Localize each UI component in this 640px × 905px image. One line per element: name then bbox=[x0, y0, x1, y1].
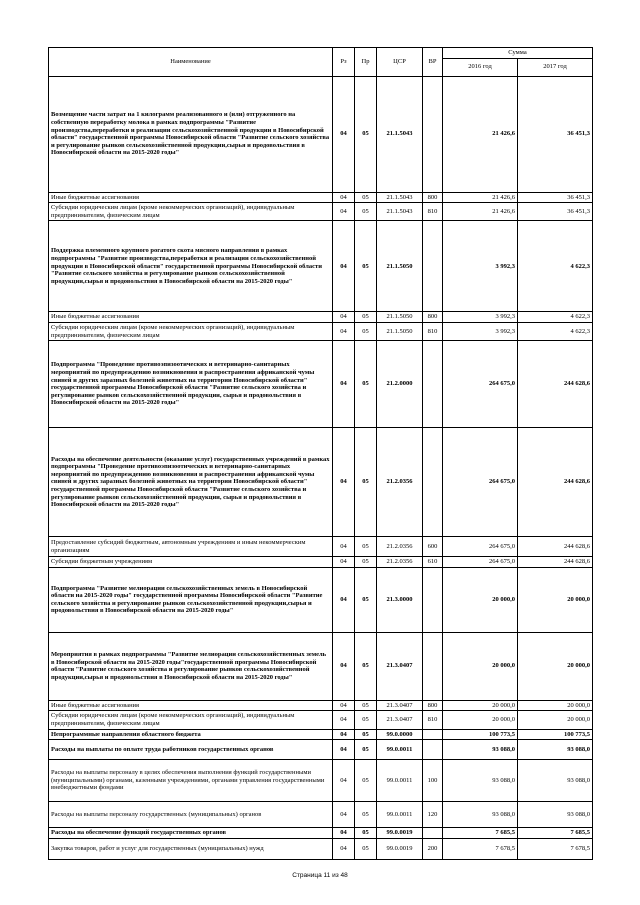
cell-rz: 04 bbox=[333, 729, 355, 740]
cell-rz: 04 bbox=[333, 312, 355, 323]
cell-name: Поддержка племенного крупного рогатого скота мясного направления в рамках подпрограммы "Развитие производства,переработки и реализации сельскохозяйственной продукции в Новосибирской области" государственной программы Новосибирской области "Развитие сельского хозяйства и регулирование рынков сельскохозяйственной продукции,сырья и продовольствия в Новосибирской области на 2015-2020 годы" bbox=[49, 221, 333, 312]
cell-rz: 04 bbox=[333, 221, 355, 312]
header-row-1 bbox=[49, 48, 593, 59]
cell-csr: 21.2.0356 bbox=[377, 537, 423, 557]
cell-y2016: 264 675,0 bbox=[443, 537, 518, 557]
cell-y2017: 7 678,5 bbox=[518, 839, 593, 860]
cell-y2017: 20 000,0 bbox=[518, 711, 593, 729]
cell-name: Субсидии юридическим лицам (кроме некоммерческих организаций), индивидуальным предпринимателям, физическим лицам bbox=[49, 203, 333, 221]
cell-y2016: 20 000,0 bbox=[443, 700, 518, 711]
cell-y2016: 3 992,3 bbox=[443, 322, 518, 340]
cell-y2016: 93 088,0 bbox=[443, 760, 518, 802]
table-row bbox=[49, 828, 593, 839]
cell-vr: 800 bbox=[423, 700, 443, 711]
cell-vr: 610 bbox=[423, 557, 443, 568]
cell-y2016: 21 426,6 bbox=[443, 76, 518, 192]
cell-pr: 05 bbox=[355, 537, 377, 557]
cell-vr bbox=[423, 76, 443, 192]
cell-csr: 21.1.5050 bbox=[377, 312, 423, 323]
cell-vr bbox=[423, 740, 443, 760]
cell-csr: 99.0.0011 bbox=[377, 740, 423, 760]
cell-rz: 04 bbox=[333, 428, 355, 537]
cell-name: Подпрограмма "Развитие мелиорации сельскохозяйственных земель в Новосибирской области на 2015-2020 годы" государственной программы Новосибирской области "Развитие сельского хозяйства и регулирование рынков сельскохозяйственной продукции,сырья и продовольствия в Новосибирской области на 2015-2020 годы" bbox=[49, 567, 333, 632]
table-row bbox=[49, 537, 593, 557]
cell-rz: 04 bbox=[333, 203, 355, 221]
cell-y2017: 7 685,5 bbox=[518, 828, 593, 839]
cell-y2016: 7 685,5 bbox=[443, 828, 518, 839]
table-body bbox=[49, 76, 593, 860]
cell-pr: 05 bbox=[355, 76, 377, 192]
cell-vr: 200 bbox=[423, 839, 443, 860]
cell-name: Расходы на выплаты персоналу в целях обеспечения выполнения функций государственными (муниципальными) органами, казенными учреждениями, органами управления государственными внебюджетными фондами bbox=[49, 760, 333, 802]
header-csr: ЦСР bbox=[377, 48, 423, 77]
cell-pr: 05 bbox=[355, 557, 377, 568]
cell-rz: 04 bbox=[333, 740, 355, 760]
cell-name: Подпрограмма "Проведение противоэпизоотических и ветеринарно-санитарных мероприятий по предупреждению возникновения и распространения африканской чумы свиней и других заразных болезней животных на территории Новосибирской области" государственной программы Новосибирской области "Развитие сельского хозяйства и регулирование рынков сельскохозяйственной продукции, сырья и продовольствия в Новосибирской области на 2015-2020 годы" bbox=[49, 341, 333, 428]
cell-rz: 04 bbox=[333, 76, 355, 192]
cell-rz: 04 bbox=[333, 711, 355, 729]
cell-rz: 04 bbox=[333, 567, 355, 632]
table-row bbox=[49, 192, 593, 203]
cell-y2017: 20 000,0 bbox=[518, 632, 593, 700]
table-row bbox=[49, 632, 593, 700]
cell-csr: 99.0.0019 bbox=[377, 828, 423, 839]
cell-vr: 100 bbox=[423, 760, 443, 802]
cell-rz: 04 bbox=[333, 839, 355, 860]
cell-csr: 21.3.0407 bbox=[377, 711, 423, 729]
cell-vr bbox=[423, 632, 443, 700]
cell-y2017: 244 628,6 bbox=[518, 428, 593, 537]
cell-vr bbox=[423, 729, 443, 740]
cell-vr bbox=[423, 221, 443, 312]
cell-pr: 05 bbox=[355, 221, 377, 312]
cell-y2017: 244 628,6 bbox=[518, 341, 593, 428]
cell-y2016: 21 426,6 bbox=[443, 192, 518, 203]
cell-pr: 05 bbox=[355, 312, 377, 323]
cell-pr: 05 bbox=[355, 341, 377, 428]
cell-csr: 21.1.5050 bbox=[377, 322, 423, 340]
cell-y2016: 7 678,5 bbox=[443, 839, 518, 860]
cell-rz: 04 bbox=[333, 760, 355, 802]
cell-csr: 21.3.0407 bbox=[377, 632, 423, 700]
cell-vr: 810 bbox=[423, 711, 443, 729]
cell-rz: 04 bbox=[333, 557, 355, 568]
cell-pr: 05 bbox=[355, 322, 377, 340]
cell-pr: 05 bbox=[355, 839, 377, 860]
cell-pr: 05 bbox=[355, 760, 377, 802]
cell-csr: 99.0.0011 bbox=[377, 760, 423, 802]
cell-vr: 600 bbox=[423, 537, 443, 557]
cell-csr: 21.2.0356 bbox=[377, 428, 423, 537]
cell-csr: 21.1.5050 bbox=[377, 221, 423, 312]
cell-csr: 99.0.0019 bbox=[377, 839, 423, 860]
table-row bbox=[49, 567, 593, 632]
cell-rz: 04 bbox=[333, 632, 355, 700]
cell-y2017: 20 000,0 bbox=[518, 567, 593, 632]
cell-y2017: 244 628,6 bbox=[518, 537, 593, 557]
cell-y2017: 36 451,3 bbox=[518, 76, 593, 192]
cell-y2017: 93 088,0 bbox=[518, 802, 593, 828]
header-2017: 2017 год bbox=[518, 58, 593, 76]
cell-y2017: 93 088,0 bbox=[518, 760, 593, 802]
cell-y2017: 4 622,3 bbox=[518, 312, 593, 323]
cell-y2016: 20 000,0 bbox=[443, 711, 518, 729]
cell-vr bbox=[423, 341, 443, 428]
cell-y2017: 36 451,3 bbox=[518, 192, 593, 203]
cell-pr: 05 bbox=[355, 828, 377, 839]
cell-csr: 21.1.5043 bbox=[377, 203, 423, 221]
cell-name: Расходы на выплаты персоналу государственных (муниципальных) органов bbox=[49, 802, 333, 828]
cell-name: Возмещение части затрат на 1 килограмм реализованного и (или) отгруженного на собственную переработку молока в рамках подпрограммы "Развитие производства,переработки и реализации сельскохозяйственной продукции в Новосибирской области" государственной программы Новосибирской области "Развитие сельского хозяйства и регулирование рынков сельскохозяйственной продукции,сырья и продовольствия в Новосибирской области на 2015-2020 годы" bbox=[49, 76, 333, 192]
table-row bbox=[49, 557, 593, 568]
header-sum: Сумма bbox=[443, 48, 593, 59]
cell-pr: 05 bbox=[355, 632, 377, 700]
cell-vr: 810 bbox=[423, 322, 443, 340]
table-row bbox=[49, 322, 593, 340]
cell-name: Непрограммные направления областного бюджета bbox=[49, 729, 333, 740]
cell-name: Субсидии бюджетным учреждениям bbox=[49, 557, 333, 568]
table-row bbox=[49, 700, 593, 711]
cell-name: Иные бюджетные ассигнования bbox=[49, 192, 333, 203]
cell-rz: 04 bbox=[333, 341, 355, 428]
cell-pr: 05 bbox=[355, 740, 377, 760]
cell-name: Иные бюджетные ассигнования bbox=[49, 700, 333, 711]
cell-name: Мероприятия в рамках подпрограммы "Развитие мелиорации сельскохозяйственных земель в Новосибирской области на 2015-2020 годы"государственной программы Новосибирской области "Развитие сельского хозяйства и регулирование рынков сельскохозяйственной продукции,сырья и продовольствия в Новосибирской области на 2015-2020 годы" bbox=[49, 632, 333, 700]
cell-rz: 04 bbox=[333, 537, 355, 557]
header-pr: Пр bbox=[355, 48, 377, 77]
cell-y2016: 93 088,0 bbox=[443, 802, 518, 828]
table-row bbox=[49, 711, 593, 729]
cell-csr: 21.2.0356 bbox=[377, 557, 423, 568]
table-row bbox=[49, 312, 593, 323]
table-row bbox=[49, 428, 593, 537]
cell-name: Расходы на обеспечение деятельности (оказание услуг) государственных учреждений в рамках подпрограммы "Проведение противоэпизоотических и ветеринарно-санитарных мероприятий по предупреждению возникновения и распространения африканской чумы свиней и других заразных болезней животных на территории Новосибирской области" государственной программы Новосибирской области "Развитие сельского хозяйства и регулирование рынков сельскохозяйственной продукции, сырья и продовольствия в Новосибирской области на 2015-2020 годы" bbox=[49, 428, 333, 537]
cell-vr: 800 bbox=[423, 192, 443, 203]
cell-y2016: 264 675,0 bbox=[443, 341, 518, 428]
cell-y2017: 4 622,3 bbox=[518, 221, 593, 312]
cell-pr: 05 bbox=[355, 802, 377, 828]
cell-y2016: 264 675,0 bbox=[443, 557, 518, 568]
cell-name: Расходы на выплаты по оплате труда работников государственных органов bbox=[49, 740, 333, 760]
cell-rz: 04 bbox=[333, 192, 355, 203]
cell-y2016: 93 088,0 bbox=[443, 740, 518, 760]
header-2016: 2016 год bbox=[443, 58, 518, 76]
header-name: Наименование bbox=[49, 48, 333, 77]
cell-vr: 810 bbox=[423, 203, 443, 221]
table-row bbox=[49, 221, 593, 312]
cell-pr: 05 bbox=[355, 428, 377, 537]
table-row bbox=[49, 203, 593, 221]
budget-table bbox=[48, 47, 593, 860]
table-row bbox=[49, 76, 593, 192]
cell-csr: 99.0.0011 bbox=[377, 802, 423, 828]
cell-vr: 800 bbox=[423, 312, 443, 323]
cell-vr bbox=[423, 428, 443, 537]
cell-y2016: 20 000,0 bbox=[443, 567, 518, 632]
cell-rz: 04 bbox=[333, 828, 355, 839]
cell-vr bbox=[423, 828, 443, 839]
cell-y2017: 4 622,3 bbox=[518, 322, 593, 340]
cell-y2016: 264 675,0 bbox=[443, 428, 518, 537]
cell-name: Субсидии юридическим лицам (кроме некоммерческих организаций), индивидуальным предпринимателям, физическим лицам bbox=[49, 322, 333, 340]
cell-csr: 21.1.5043 bbox=[377, 76, 423, 192]
cell-vr bbox=[423, 567, 443, 632]
cell-y2016: 3 992,3 bbox=[443, 312, 518, 323]
page-footer: Страница 11 из 48 bbox=[292, 872, 348, 879]
cell-y2017: 100 773,5 bbox=[518, 729, 593, 740]
cell-pr: 05 bbox=[355, 729, 377, 740]
cell-rz: 04 bbox=[333, 322, 355, 340]
cell-y2017: 20 000,0 bbox=[518, 700, 593, 711]
table-row bbox=[49, 839, 593, 860]
table-row bbox=[49, 802, 593, 828]
cell-y2016: 3 992,3 bbox=[443, 221, 518, 312]
cell-pr: 05 bbox=[355, 192, 377, 203]
cell-pr: 05 bbox=[355, 711, 377, 729]
table-row bbox=[49, 740, 593, 760]
cell-y2016: 100 773,5 bbox=[443, 729, 518, 740]
cell-y2017: 93 088,0 bbox=[518, 740, 593, 760]
cell-pr: 05 bbox=[355, 567, 377, 632]
table-row bbox=[49, 760, 593, 802]
table-row bbox=[49, 341, 593, 428]
header-vr: ВР bbox=[423, 48, 443, 77]
cell-y2017: 244 628,6 bbox=[518, 557, 593, 568]
cell-vr: 120 bbox=[423, 802, 443, 828]
header-rz: Рз bbox=[333, 48, 355, 77]
cell-name: Расходы на обеспечение функций государственных органов bbox=[49, 828, 333, 839]
cell-name: Закупка товаров, работ и услуг для государственных (муниципальных) нужд bbox=[49, 839, 333, 860]
cell-csr: 21.3.0000 bbox=[377, 567, 423, 632]
cell-y2016: 20 000,0 bbox=[443, 632, 518, 700]
cell-rz: 04 bbox=[333, 700, 355, 711]
table-row bbox=[49, 729, 593, 740]
cell-name: Субсидии юридическим лицам (кроме некоммерческих организаций), индивидуальным предпринимателям, физическим лицам bbox=[49, 711, 333, 729]
cell-name: Предоставление субсидий бюджетным, автономным учреждениям и иным некоммерческим организациям bbox=[49, 537, 333, 557]
cell-pr: 05 bbox=[355, 203, 377, 221]
cell-csr: 21.3.0407 bbox=[377, 700, 423, 711]
cell-rz: 04 bbox=[333, 802, 355, 828]
cell-name: Иные бюджетные ассигнования bbox=[49, 312, 333, 323]
cell-y2016: 21 426,6 bbox=[443, 203, 518, 221]
cell-csr: 99.0.0000 bbox=[377, 729, 423, 740]
cell-pr: 05 bbox=[355, 700, 377, 711]
cell-y2017: 36 451,3 bbox=[518, 203, 593, 221]
cell-csr: 21.2.0000 bbox=[377, 341, 423, 428]
cell-csr: 21.1.5043 bbox=[377, 192, 423, 203]
